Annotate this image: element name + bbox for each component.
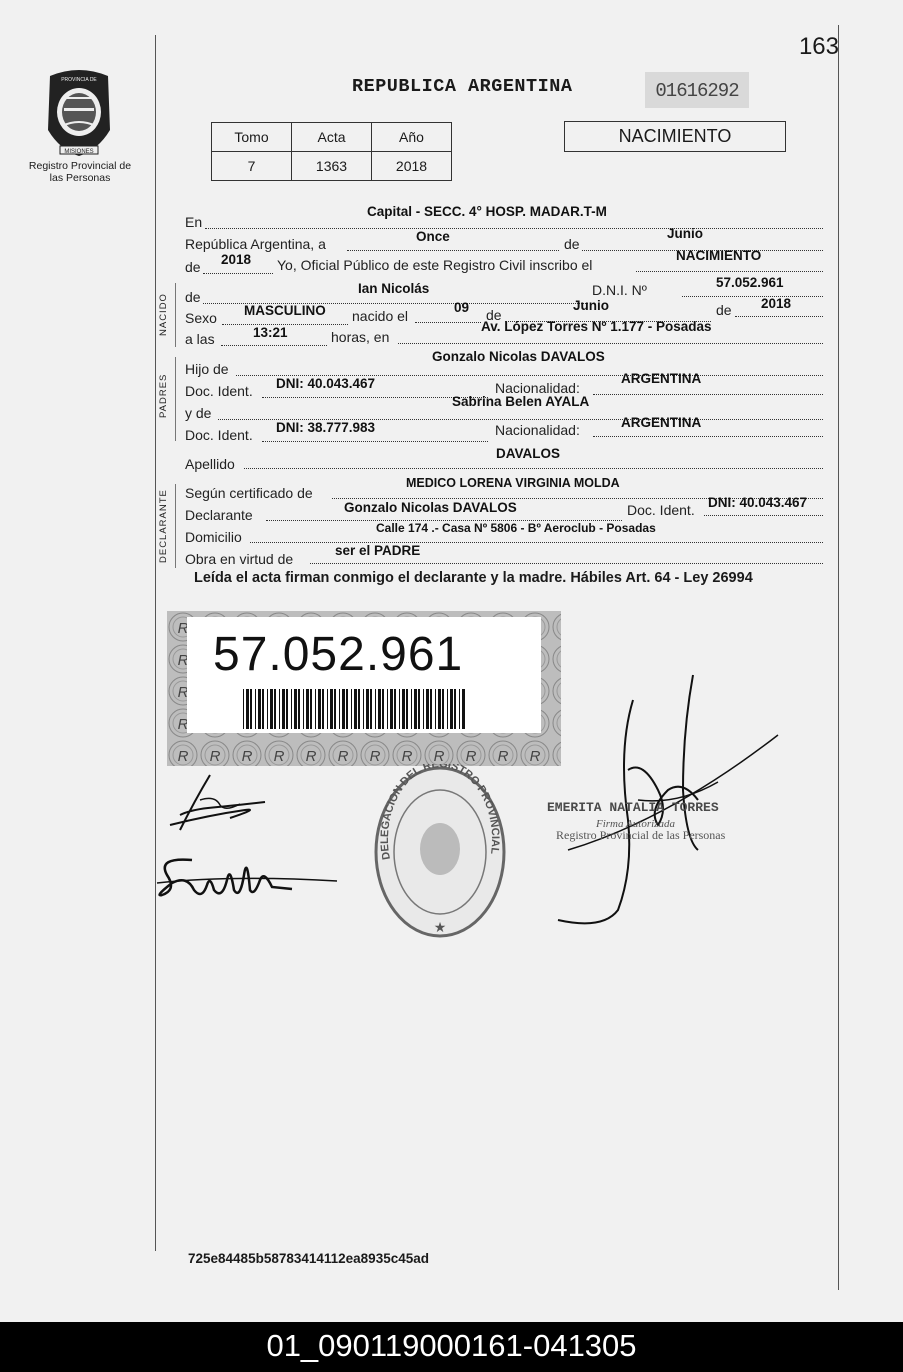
value-hora: 13:21 xyxy=(253,325,288,340)
value-lugar: Capital - SECC. 4° HOSP. MADAR.T-M xyxy=(367,204,607,219)
label-en: En xyxy=(185,214,203,230)
label-apellido: Apellido xyxy=(185,456,235,472)
label-nacionalidad2: Nacionalidad: xyxy=(495,422,580,438)
label-obra: Obra en virtud de xyxy=(185,551,294,567)
section-label-padres: PADRES xyxy=(158,373,169,418)
page-number: 163 xyxy=(798,33,839,60)
table-value-acta: 1363 xyxy=(292,152,372,181)
value-padre-nac: ARGENTINA xyxy=(621,371,702,386)
label-nacionalidad1: Nacionalidad: xyxy=(495,380,580,396)
svg-text:MISIONES: MISIONES xyxy=(64,149,94,155)
label-doc-ident2: Doc. Ident. xyxy=(185,427,253,443)
label-doc-ident3: Doc. Ident. xyxy=(627,502,695,518)
value-apellido: DAVALOS xyxy=(496,446,560,461)
value-domicilio: Calle 174 .- Casa Nº 5806 - Bº Aeroclub - Posadas xyxy=(376,521,656,535)
value-nac-anio: 2018 xyxy=(761,296,792,311)
value-lugar-nac: Av. López Torres Nº 1.177 - Posadas xyxy=(481,319,712,334)
label-a-las: a las xyxy=(185,331,215,347)
label-republica: República Argentina, a xyxy=(185,236,326,252)
label-de-anio: de xyxy=(185,259,201,275)
right-margin-line xyxy=(838,25,839,1290)
document-title: REPUBLICA ARGENTINA xyxy=(352,76,573,97)
value-declarante-dni: DNI: 40.043.467 xyxy=(708,495,808,510)
value-padre: Gonzalo Nicolas DAVALOS xyxy=(432,349,605,364)
label-dni: D.N.I. Nº xyxy=(592,282,647,298)
registry-round-seal-icon xyxy=(372,764,508,944)
barcode-icon xyxy=(243,689,465,729)
stamp-official-role: Firma Autorizada xyxy=(596,818,675,830)
value-nac-mes: Junio xyxy=(573,298,609,313)
label-nacido-el: nacido el xyxy=(352,308,409,324)
seal-outer-text: DELEGACION DEL REGISTRO PROVINCIAL xyxy=(378,764,502,861)
section-label-declarante: DECLARANTE xyxy=(158,489,169,563)
value-nac-dia: 09 xyxy=(454,300,470,315)
label-declarante: Declarante xyxy=(185,507,253,523)
label-horas-en: horas, en xyxy=(331,329,390,345)
tomo-acta-anio-table xyxy=(211,122,452,181)
label-de-mes: de xyxy=(564,236,580,252)
stamp-official-office: Registro Provincial de las Personas xyxy=(556,828,726,842)
svg-text:PROVINCIA DE: PROVINCIA DE xyxy=(61,77,97,83)
label-doc-ident1: Doc. Ident. xyxy=(185,383,253,399)
label-de-nombre: de xyxy=(185,289,201,305)
table-header-anio: Año xyxy=(372,123,452,152)
value-padre-dni: DNI: 40.043.467 xyxy=(276,376,376,391)
value-sexo: MASCULINO xyxy=(244,303,326,318)
value-madre-nac: ARGENTINA xyxy=(621,415,702,430)
value-mes: Junio xyxy=(667,226,703,241)
table-header-tomo: Tomo xyxy=(212,123,292,152)
value-obra: ser el PADRE xyxy=(335,543,421,558)
signature-left-top-icon xyxy=(160,770,270,840)
logo-caption: Registro Provincial de las Personas xyxy=(28,160,132,184)
section-label-nacido: NACIDO xyxy=(158,293,169,336)
stamp-official-name: EMERITA NATALIA TORRES xyxy=(547,800,719,815)
label-de2: de xyxy=(486,307,502,323)
value-dni: 57.052.961 xyxy=(716,275,784,290)
table-header-acta: Acta xyxy=(292,123,372,152)
value-nombre: Ian Nicolás xyxy=(358,281,430,296)
label-hijo-de: Hijo de xyxy=(185,361,229,377)
value-inscribe: NACIMIENTO xyxy=(676,248,762,263)
sticker-number: 57.052.961 xyxy=(213,628,464,681)
value-declarante: Gonzalo Nicolas DAVALOS xyxy=(344,500,517,515)
table-value-anio: 2018 xyxy=(372,152,452,181)
signature-left-bottom-icon xyxy=(152,845,342,905)
label-sexo: Sexo xyxy=(185,310,217,326)
value-certificado: MEDICO LORENA VIRGINIA MOLDA xyxy=(406,476,620,490)
value-madre: Sabrina Belen AYALA xyxy=(452,394,590,409)
table-value-tomo: 7 xyxy=(212,152,292,181)
value-anio: 2018 xyxy=(221,252,252,267)
closing-statement: Leída el acta firman conmigo el declarante y la madre. Hábiles Art. 64 - Ley 26994 xyxy=(194,570,753,586)
label-yo-oficial: Yo, Oficial Público de este Registro Civil inscribo el xyxy=(277,257,593,273)
province-seal-icon xyxy=(40,68,118,158)
svg-text:★: ★ xyxy=(433,919,447,935)
footer-id-bar: 01_090119000161-041305 xyxy=(0,1322,903,1372)
record-type-box: NACIMIENTO xyxy=(564,121,786,152)
label-domicilio: Domicilio xyxy=(185,529,242,545)
document-hash: 725e84485b58783414112ea8935c45ad xyxy=(188,1251,429,1266)
value-madre-dni: DNI: 38.777.983 xyxy=(276,420,376,435)
serial-number: 01616292 xyxy=(645,72,749,108)
label-segun-cert: Según certificado de xyxy=(185,485,313,501)
left-margin-line xyxy=(155,35,156,1251)
label-y-de: y de xyxy=(185,405,212,421)
label-de3: de xyxy=(716,302,732,318)
value-dia: Once xyxy=(416,229,450,244)
